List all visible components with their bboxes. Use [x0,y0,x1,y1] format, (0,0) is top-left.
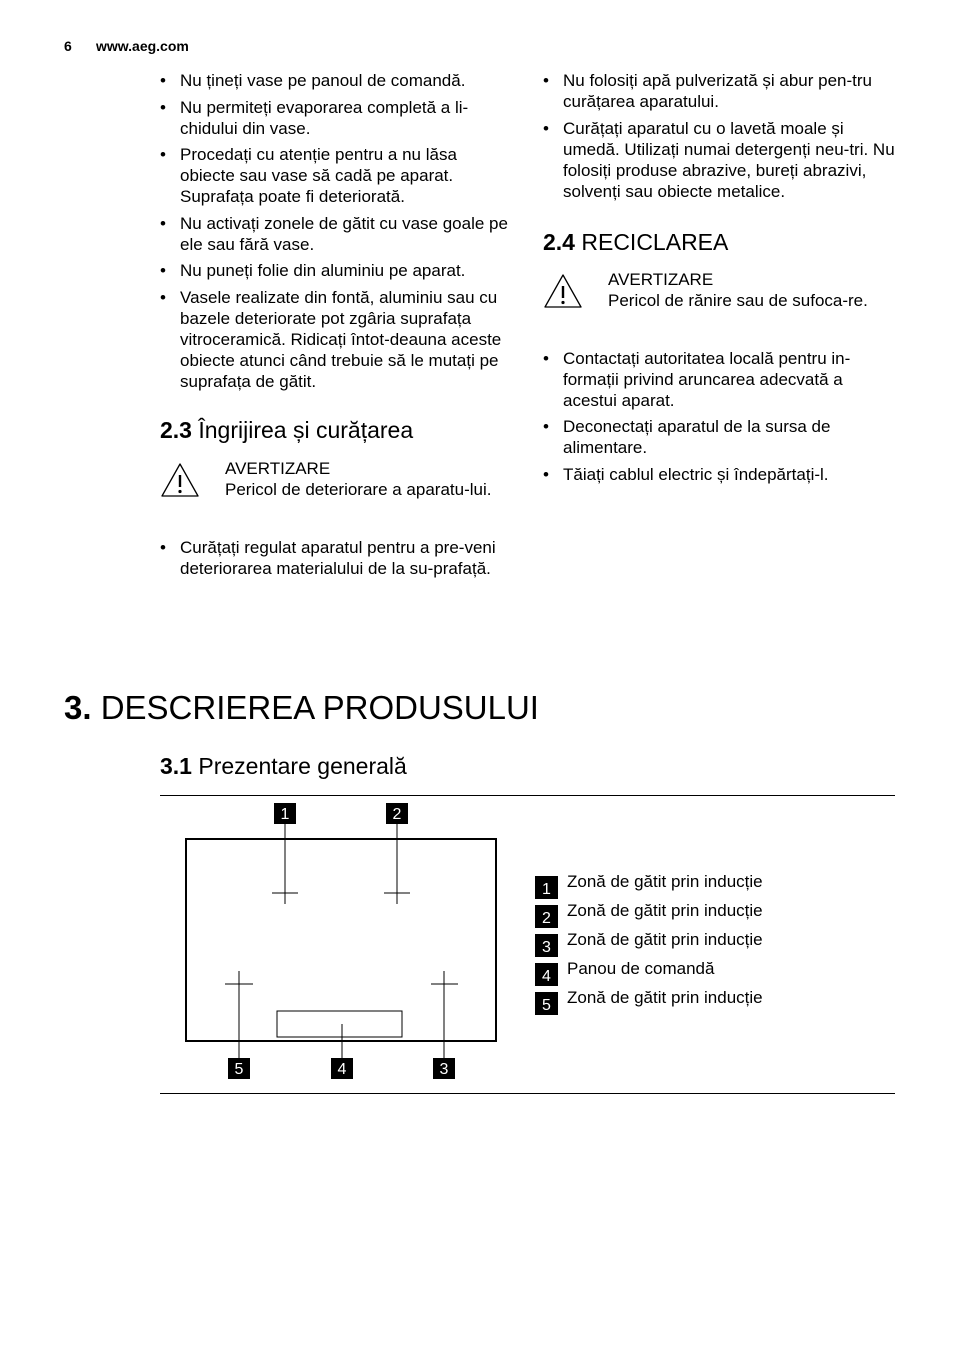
warning-box [160,458,512,518]
svg-text:3: 3 [439,1061,449,1078]
section-title: Îngrijirea și curățarea [198,416,414,443]
divider [160,1093,895,1094]
legend-row [535,986,763,1015]
page-header [64,38,189,54]
legend-label: Zonă de gătit prin inducție [567,901,763,920]
legend-label: Panou de comandă [567,959,715,978]
recycling-bullet-list [543,348,898,485]
legend-label: Zonă de gătit prin inducție [567,930,763,949]
warning-title: AVERTIZARE [225,458,331,478]
list-item: • Curățați aparatul cu o lavetă moale și umedă. Utilizați numai detergenți neu-tri. Nu folosiți produse abrazive, bureți abrazivi, solvenți sau obiecte metalice. [543,118,898,202]
list-item: • Procedați cu atenție pentru a nu lăsa obiecte sau vase să cadă pe aparat. Suprafața poate fi deteriorată. [160,144,512,207]
legend-number: 3 [535,934,558,957]
warning-text: Pericol de deteriorare a aparatu-lui. [225,479,492,499]
warning-text: Pericol de rănire sau de sufoca-re. [608,290,868,310]
site-url: www.aeg.com [96,38,189,54]
warning-title: AVERTIZARE [608,269,714,289]
warning-box [543,269,898,329]
cleaning-bullet-list-continued [543,70,898,202]
list-item: • Nu activați zonele de gătit cu vase goale pe ele sau fără vase. [160,213,512,255]
callout-5 [228,1058,250,1079]
list-item: • Tăiați cablul electric și îndepărtați-l. [543,464,898,485]
legend-label: Zonă de gătit prin inducție [567,988,763,1007]
svg-text:2: 2 [392,806,402,823]
callout-3 [433,1058,455,1079]
list-item: • Nu permiteți evaporarea completă a li-chidului din vase. [160,97,512,139]
list-item: • Contactați autoritatea locală pentru in-formații privind aruncarea adecvată a acestui aparat. [543,348,898,411]
callout-2 [386,803,408,824]
legend-number: 4 [535,963,558,986]
legend-label: Zonă de gătit prin inducție [567,872,763,891]
diagram-legend [535,870,763,1015]
legend-number: 1 [535,876,558,899]
svg-text:4: 4 [337,1061,347,1078]
svg-text:1: 1 [280,806,290,823]
list-item: • Curățați regulat aparatul pentru a pre-veni deteriorarea materialului de la su-prafață. [160,537,512,579]
list-item: • Nu puneți folie din aluminiu pe aparat. [160,260,512,281]
callout-4 [331,1058,353,1079]
warning-triangle-icon [543,273,583,309]
control-panel-shape [277,1011,402,1037]
svg-text:5: 5 [234,1061,244,1078]
section-title: Prezentare generală [198,753,407,779]
warning-triangle-icon [160,462,200,498]
legend-number: 5 [535,992,558,1015]
legend-row [535,928,763,957]
list-item: • Nu țineți vase pe panoul de comandă. [160,70,512,91]
legend-row [535,957,763,986]
legend-row [535,870,763,899]
left-column [160,70,512,584]
section-heading-2-4 [543,228,898,256]
page-number: 6 [64,38,72,54]
section-heading-2-3 [160,416,512,444]
list-item: • Nu folosiți apă pulverizată și abur pen-tru curățarea aparatului. [543,70,898,112]
section-number: 3.1 [160,753,192,779]
chapter-title-text: DESCRIEREA PRODUSULUI [100,689,539,726]
list-item: • Deconectați aparatul de la sursa de alimentare. [543,416,898,458]
care-bullet-list [160,70,512,392]
chapter-number: 3. [64,689,92,726]
section-number: 2.4 [543,228,575,255]
section-heading-3-1 [160,752,407,780]
legend-row [535,899,763,928]
chapter-title [64,688,539,728]
right-column [543,70,898,490]
list-item: • Vasele realizate din fontă, aluminiu sau cu bazele deteriorate pot zgâria suprafața vitroceramică. Ridicați întot-deauna aceste obiecte atunci când trebuie să le mutați pe suprafața de gătit. [160,287,512,392]
section-number: 2.3 [160,416,192,443]
hob-diagram [160,796,895,1092]
cleaning-bullet-list [160,537,512,579]
callout-1 [274,803,296,824]
section-title: RECICLAREA [581,228,729,255]
legend-number: 2 [535,905,558,928]
